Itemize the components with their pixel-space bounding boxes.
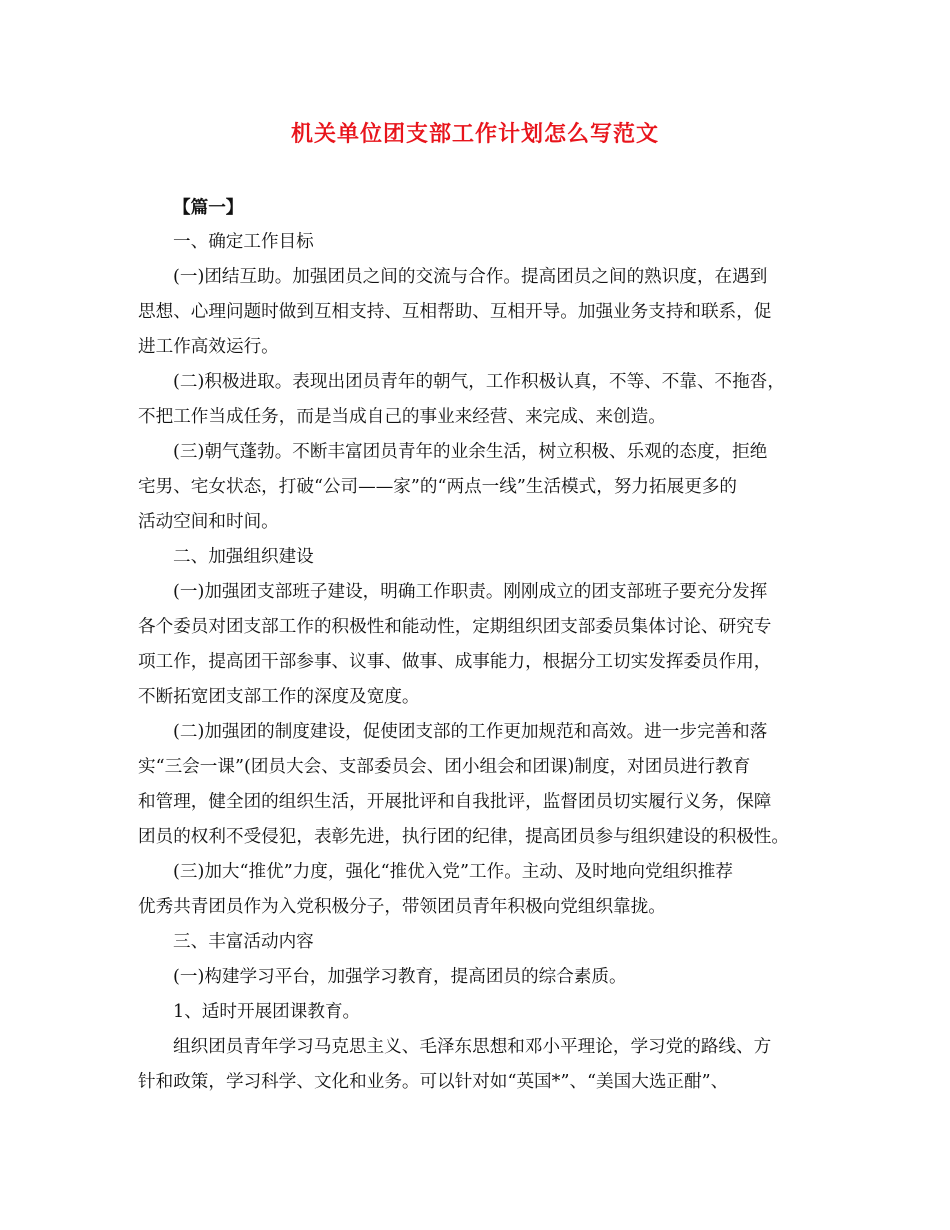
text-line: 优秀共青团员作为入党积极分子，带领团员青年积极向党组织靠拢。 xyxy=(138,897,666,917)
text-line: (三)加大“推优”力度，强化“推优入党”工作。主动、及时地向党组织推荐 xyxy=(173,862,733,882)
text-line: 团员的权利不受侵犯，表彰先进，执行团的纪律，提高团员参与组织建设的积极性。 xyxy=(138,827,789,847)
document-body xyxy=(138,190,814,1100)
document-title: 机关单位团支部工作计划怎么写范文 xyxy=(290,121,659,147)
text-line: 一、确定工作目标 xyxy=(173,232,314,252)
text-line: (二)加强团的制度建设，促使团支部的工作更加规范和高效。进一步完善和落 xyxy=(173,722,768,742)
text-line: 不把工作当成任务，而是当成自己的事业来经营、来完成、来创造。 xyxy=(138,407,666,427)
text-line: 活动空间和时间。 xyxy=(138,512,279,532)
text-line: 进工作高效运行。 xyxy=(138,337,279,357)
text-line: 【篇一】 xyxy=(173,197,244,218)
text-line: 二、加强组织建设 xyxy=(173,547,314,567)
text-line: (一)加强团支部班子建设，明确工作职责。刚刚成立的团支部班子要充分发挥 xyxy=(173,582,768,602)
text-line: (一)构建学习平台，加强学习教育，提高团员的综合素质。 xyxy=(173,967,627,987)
text-line: 各个委员对团支部工作的积极性和能动性，定期组织团支部委员集体讨论、研究专 xyxy=(138,617,772,637)
text-line: 和管理，健全团的组织生活，开展批评和自我批评，监督团员切实履行义务，保障 xyxy=(138,792,772,812)
text-line: 项工作，提高团干部参事、议事、做事、成事能力，根据分工切实发挥委员作用， xyxy=(138,652,772,672)
text-line: 针和政策，学习科学、文化和业务。可以针对如“英国*”、“美国大选正酣”、 xyxy=(138,1072,729,1092)
text-line: 组织团员青年学习马克思主义、毛泽东思想和邓小平理论，学习党的路线、方 xyxy=(173,1037,772,1057)
text-line: 1、适时开展团课教育。 xyxy=(173,1002,361,1022)
text-line: 思想、心理问题时做到互相支持、互相帮助、互相开导。加强业务支持和联系，促 xyxy=(138,302,772,322)
text-line: (三)朝气蓬勃。不断丰富团员青年的业余生活，树立积极、乐观的态度，拒绝 xyxy=(173,442,768,462)
text-line: 宅男、宅女状态，打破“公司——家”的“两点一线”生活模式，努力拓展更多的 xyxy=(138,477,737,497)
text-line: 三、丰富活动内容 xyxy=(173,932,314,952)
text-line: 实“三会一课”(团员大会、支部委员会、团小组会和团课)制度，对团员进行教育 xyxy=(138,757,751,777)
text-line: (一)团结互助。加强团员之间的交流与合作。提高团员之间的熟识度，在遇到 xyxy=(173,267,768,287)
text-line: (二)积极进取。表现出团员青年的朝气，工作积极认真，不等、不靠、不拖沓， xyxy=(173,372,785,392)
text-line: 不断拓宽团支部工作的深度及宽度。 xyxy=(138,687,420,707)
